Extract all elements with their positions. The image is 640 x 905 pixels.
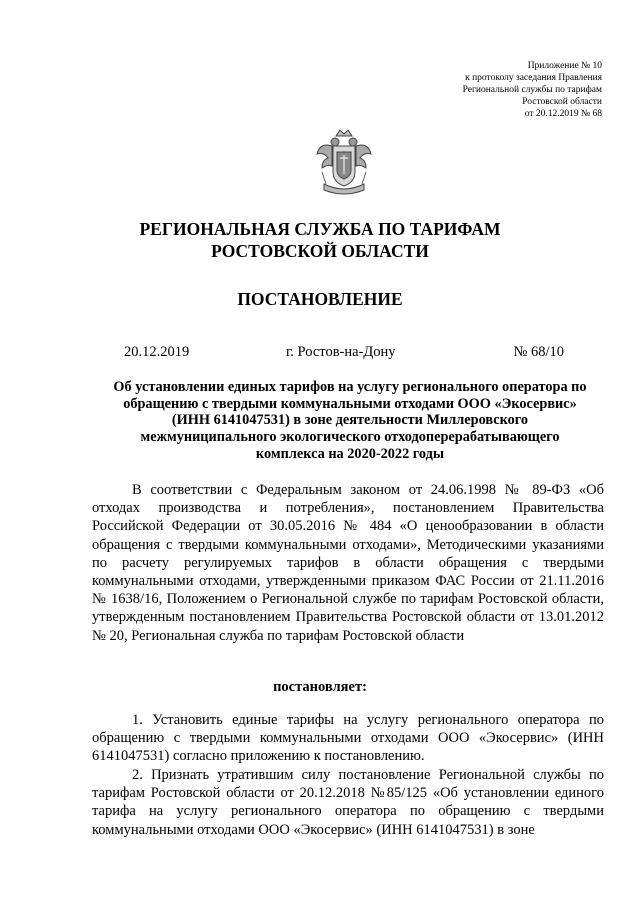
- appendix-line: от 20.12.2019 № 68: [524, 109, 602, 119]
- appendix-line: Региональной службы по тарифам: [462, 85, 602, 95]
- appendix-line: Приложение № 10: [527, 61, 602, 71]
- resolution-item: 2. Признать утратившим силу постановление Региональной службы по тарифам Ростовской области от 20.12.2018 №85/125 «Об установлении единого тарифа на услугу регионального оператора по обращению с твердыми коммунальными отходами ООО «Экосервис» (ИНН 6141047531) в зоне: [92, 767, 604, 838]
- document-number: № 68/10: [513, 344, 564, 360]
- preamble-paragraph: В соответствии с Федеральным законом от 24.06.1998 № 89-ФЗ «Об отходах производства и потребления», постановлением Правительства Российской Федерации от 30.05.2016 № 484 «О ценообразовании в области обращения с твердыми коммунальными отходами», Методическими указаниями по расчету регулируемых тарифов в области обращения с твердыми коммунальными отходами, утвержденными приказом ФАС России от 21.11.2016 № 1638/16, Положением о Региональной службе по тарифам Ростовской области, утвержденным постановлением Правительства Ростовской области от 13.01.2012 № 20, Региональная служба по тарифам Ростовской области: [92, 482, 604, 644]
- document-city: г. Ростов-на-Дону: [286, 344, 396, 360]
- appendix-line: Ростовской области: [522, 97, 602, 107]
- agency-name-line: РОСТОВСКОЙ ОБЛАСТИ: [211, 241, 429, 261]
- appendix-line: к протоколу заседания Правления: [465, 73, 602, 83]
- appendix-header: [362, 60, 602, 120]
- document-type: ПОСТАНОВЛЕНИЕ: [237, 289, 403, 309]
- coat-of-arms-icon: [314, 128, 374, 196]
- resolves-heading: постановляет:: [273, 679, 367, 695]
- agency-name-line: РЕГИОНАЛЬНАЯ СЛУЖБА ПО ТАРИФАМ: [139, 219, 501, 239]
- resolution-item: 1. Установить единые тарифы на услугу регионального оператора по обращению с твердыми коммунальными отходами ООО «Экосервис» (ИНН 6141047531) согласно приложению к постановлению.: [92, 712, 604, 765]
- document-subject: Об установлении единых тарифов на услугу регионального оператора по обращению с твердыми коммунальными отходами ООО «Экосервис» (ИНН 6141047531) в зоне деятельности Миллеровского межмуниципального экологического отходоперерабатывающего комплекса на 2020-2022 годы: [113, 379, 587, 462]
- document-date: 20.12.2019: [124, 344, 190, 360]
- agency-name: [0, 218, 640, 262]
